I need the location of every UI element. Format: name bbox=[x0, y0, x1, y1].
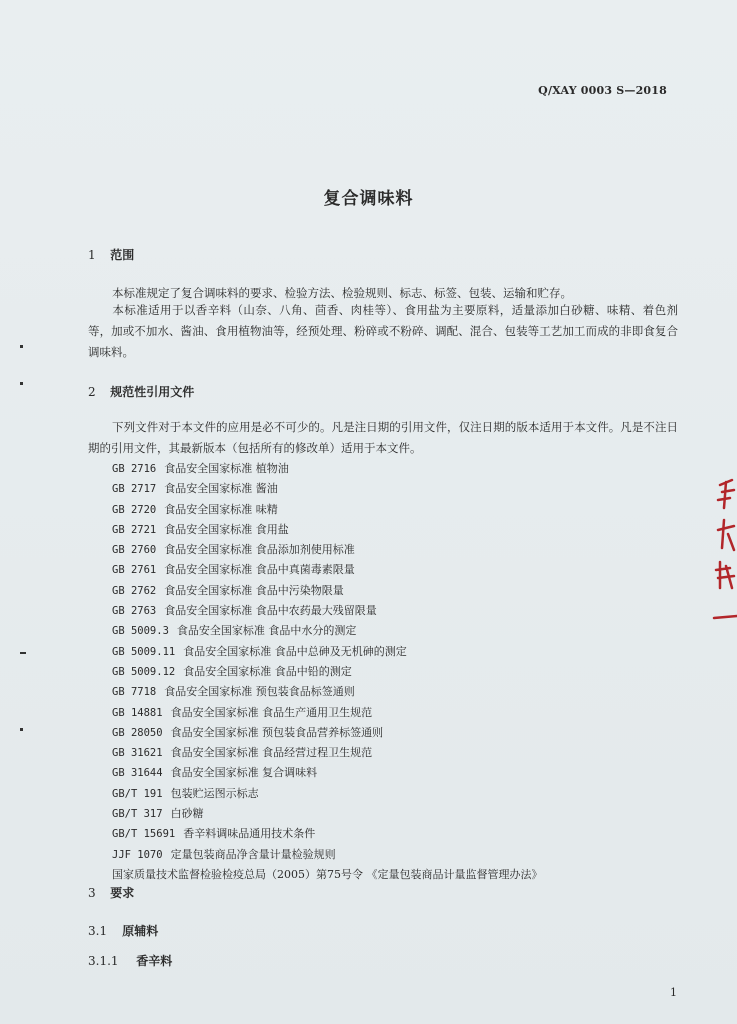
reference-title: 食品安全国家标准 食品中水分的测定 bbox=[176, 624, 357, 638]
reference-item bbox=[112, 865, 543, 884]
reference-code: GB 2760 bbox=[112, 544, 157, 557]
reference-title: 国家质量技术监督检验检疫总局（2005）第75号令 《定量包装商品计量监督管理办法》 bbox=[112, 867, 543, 881]
reference-title: 食品安全国家标准 复合调味料 bbox=[170, 766, 318, 780]
reference-title: 白砂糖 bbox=[170, 807, 204, 821]
reference-title: 食品安全国家标准 味精 bbox=[164, 502, 278, 516]
reference-item bbox=[112, 540, 543, 560]
reference-title: 香辛料调味品通用技术条件 bbox=[183, 827, 316, 841]
reference-item bbox=[112, 804, 543, 824]
reference-code: GB 2720 bbox=[112, 503, 157, 516]
reference-code: GB 31621 bbox=[112, 747, 163, 760]
section-title: 要求 bbox=[110, 886, 135, 900]
reference-title: 食品安全国家标准 食品中农药最大残留限量 bbox=[164, 604, 377, 618]
reference-item bbox=[112, 581, 543, 601]
section-number: 3.1 bbox=[88, 924, 108, 938]
reference-code: GB 2761 bbox=[112, 564, 157, 577]
reference-title: 包装贮运图示标志 bbox=[170, 786, 259, 800]
reference-code: GB 5009.12 bbox=[112, 665, 176, 678]
section-title: 香辛料 bbox=[136, 954, 173, 968]
reference-list bbox=[112, 459, 543, 884]
subsection-heading-spices bbox=[88, 952, 172, 969]
binding-hole-mark bbox=[20, 382, 23, 385]
reference-title: 食品安全国家标准 食品中铅的测定 bbox=[183, 664, 352, 678]
reference-code: GB 28050 bbox=[112, 726, 163, 739]
subsection-heading-raw-materials bbox=[88, 922, 158, 939]
paragraph-text: 下列文件对于本文件的应用是必不可少的。凡是注日期的引用文件，仅注日期的版本适用于本文件。凡是不注日期的引用文件，其最新版本（包括所有的修改单）适用于本文件。 bbox=[88, 420, 678, 455]
reference-code: GB 5009.11 bbox=[112, 645, 176, 658]
reference-code: GB 5009.3 bbox=[112, 625, 169, 638]
reference-item bbox=[112, 479, 543, 499]
reference-item bbox=[112, 743, 543, 763]
reference-title: 定量包装商品净含量计量检验规则 bbox=[170, 847, 336, 861]
reference-code: GB 2717 bbox=[112, 483, 157, 496]
scope-paragraph-2 bbox=[88, 300, 678, 363]
reference-code: JJF 1070 bbox=[112, 848, 163, 861]
section-heading-normative bbox=[88, 383, 194, 400]
reference-title: 食品安全国家标准 食品经营过程卫生规范 bbox=[170, 746, 373, 760]
reference-item bbox=[112, 763, 543, 783]
reference-item bbox=[112, 845, 543, 865]
section-number: 3.1.1 bbox=[88, 954, 119, 968]
normative-intro bbox=[88, 417, 678, 459]
reference-title: 食品安全国家标准 食品中污染物限量 bbox=[164, 583, 344, 597]
reference-code: GB 2721 bbox=[112, 523, 157, 536]
reference-item bbox=[112, 520, 543, 540]
reference-item bbox=[112, 621, 543, 641]
section-title: 规范性引用文件 bbox=[110, 385, 195, 399]
section-number: 3 bbox=[88, 886, 96, 900]
reference-title: 食品安全国家标准 预包装食品营养标签通则 bbox=[170, 725, 384, 739]
reference-item bbox=[112, 723, 543, 743]
reference-item bbox=[112, 500, 543, 520]
reference-code: GB 31644 bbox=[112, 767, 163, 780]
reference-code: GB 7718 bbox=[112, 686, 157, 699]
paragraph-text: 本标准适用于以香辛料（山奈、八角、茴香、肉桂等）、食用盐为主要原料，适量添加白砂糖、味精、着色剂等，加或不加水、酱油、食用植物油等，经预处理、粉碎或不粉碎、调配、混合、包装等工艺加工而成的非即食复合调味料。 bbox=[88, 303, 678, 359]
binding-hole-mark bbox=[20, 345, 23, 348]
reference-code: GB/T 15691 bbox=[112, 828, 176, 841]
reference-title: 食品安全国家标准 食品添加剂使用标准 bbox=[164, 543, 355, 557]
section-heading-scope bbox=[88, 246, 134, 263]
reference-title: 食品安全国家标准 食品中总砷及无机砷的测定 bbox=[183, 644, 407, 658]
reference-title: 食品安全国家标准 食品生产通用卫生规范 bbox=[170, 705, 373, 719]
reference-item bbox=[112, 560, 543, 580]
reference-code: GB/T 191 bbox=[112, 787, 163, 800]
reference-code: GB 2716 bbox=[112, 463, 157, 475]
reference-code: GB 2762 bbox=[112, 584, 157, 597]
document-code: Q/XAY 0003 S—2018 bbox=[538, 84, 667, 97]
page-number: 1 bbox=[670, 986, 677, 999]
reference-title: 食品安全国家标准 酱油 bbox=[164, 482, 278, 496]
binding-hole-mark bbox=[20, 728, 23, 731]
reference-item bbox=[112, 703, 543, 723]
reference-item bbox=[112, 459, 543, 479]
reference-code: GB 14881 bbox=[112, 706, 163, 719]
reference-item bbox=[112, 642, 543, 662]
paragraph-text: 本标准规定了复合调味料的要求、检验方法、检验规则、标志、标签、包装、运输和贮存。 bbox=[112, 286, 572, 300]
reference-title: 食品安全国家标准 食品中真菌毒素限量 bbox=[164, 563, 355, 577]
reference-item bbox=[112, 601, 543, 621]
document-title: 复合调味料 bbox=[323, 189, 414, 209]
reference-title: 食品安全国家标准 植物油 bbox=[164, 462, 289, 475]
reference-title: 食品安全国家标准 预包装食品标签通则 bbox=[164, 685, 355, 699]
section-number: 2 bbox=[88, 385, 96, 399]
reference-item bbox=[112, 824, 543, 844]
binding-hole-mark bbox=[20, 652, 26, 654]
reference-item bbox=[112, 662, 543, 682]
reference-title: 食品安全国家标准 食用盐 bbox=[164, 522, 289, 536]
reference-item bbox=[112, 682, 543, 702]
reference-item bbox=[112, 784, 543, 804]
section-number: 1 bbox=[88, 248, 96, 262]
section-heading-requirements bbox=[88, 884, 134, 901]
seal-stamp-fragment bbox=[712, 470, 737, 630]
reference-code: GB 2763 bbox=[112, 605, 157, 618]
section-title: 原辅料 bbox=[122, 924, 159, 938]
section-title: 范围 bbox=[110, 248, 135, 262]
reference-code: GB/T 317 bbox=[112, 808, 163, 821]
